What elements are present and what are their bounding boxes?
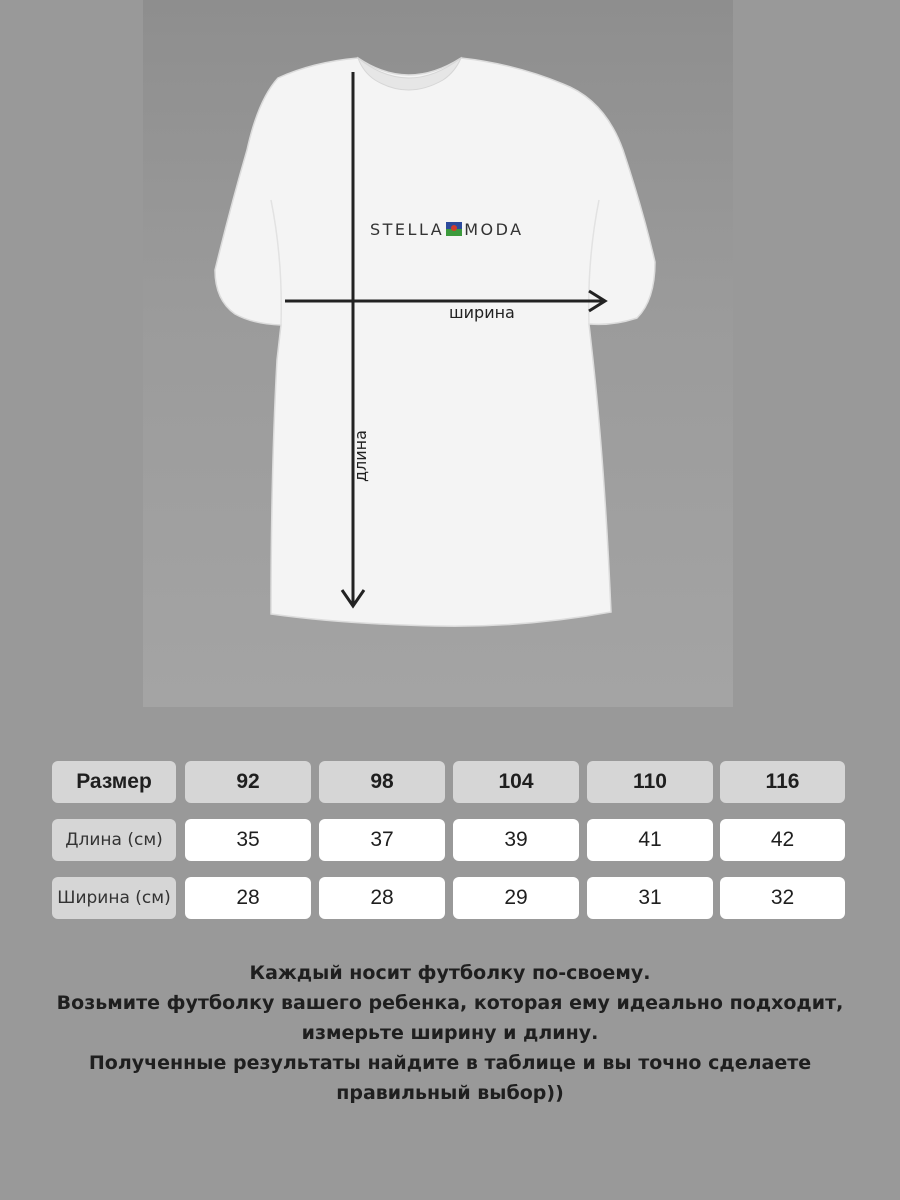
brand-logo (370, 220, 524, 239)
instruction-line: измерьте ширину и длину. (301, 1022, 599, 1044)
length-value-cell: 37 (319, 819, 445, 861)
length-value-cell: 39 (453, 819, 579, 861)
width-value-cell: 28 (185, 877, 311, 919)
length-row-label: Длина (см) (52, 819, 176, 861)
length-label: длина (351, 430, 370, 482)
length-value-cell: 41 (587, 819, 713, 861)
size-header-label: Размер (52, 761, 176, 803)
size-header-cell: 104 (453, 761, 579, 803)
flag-icon (446, 222, 462, 236)
width-value-cell: 29 (453, 877, 579, 919)
size-header-cell: 110 (587, 761, 713, 803)
size-header-cell: 116 (720, 761, 845, 803)
brand-logo-left: STELLA (370, 220, 445, 239)
width-value-cell: 31 (587, 877, 713, 919)
width-value-cell: 28 (319, 877, 445, 919)
length-value-cell: 35 (185, 819, 311, 861)
tshirt-illustration (143, 0, 733, 707)
instruction-line: Возьмите футболку вашего ребенка, которая ему идеально подходит, (56, 992, 844, 1014)
width-value-cell: 32 (720, 877, 845, 919)
brand-logo-right: MODA (464, 220, 524, 239)
instruction-line: Полученные результаты найдите в таблице и вы точно сделаете (88, 1052, 812, 1074)
width-label: ширина (449, 303, 515, 322)
instruction-line: правильный выбор)) (336, 1082, 564, 1104)
width-row-label: Ширина (см) (52, 877, 176, 919)
tshirt-shape (215, 58, 655, 626)
instruction-line: Каждый носит футболку по-своему. (249, 962, 651, 984)
tshirt-photo (143, 0, 733, 707)
size-header-cell: 98 (319, 761, 445, 803)
length-value-cell: 42 (720, 819, 845, 861)
size-header-cell: 92 (185, 761, 311, 803)
instruction-text (30, 958, 870, 1108)
